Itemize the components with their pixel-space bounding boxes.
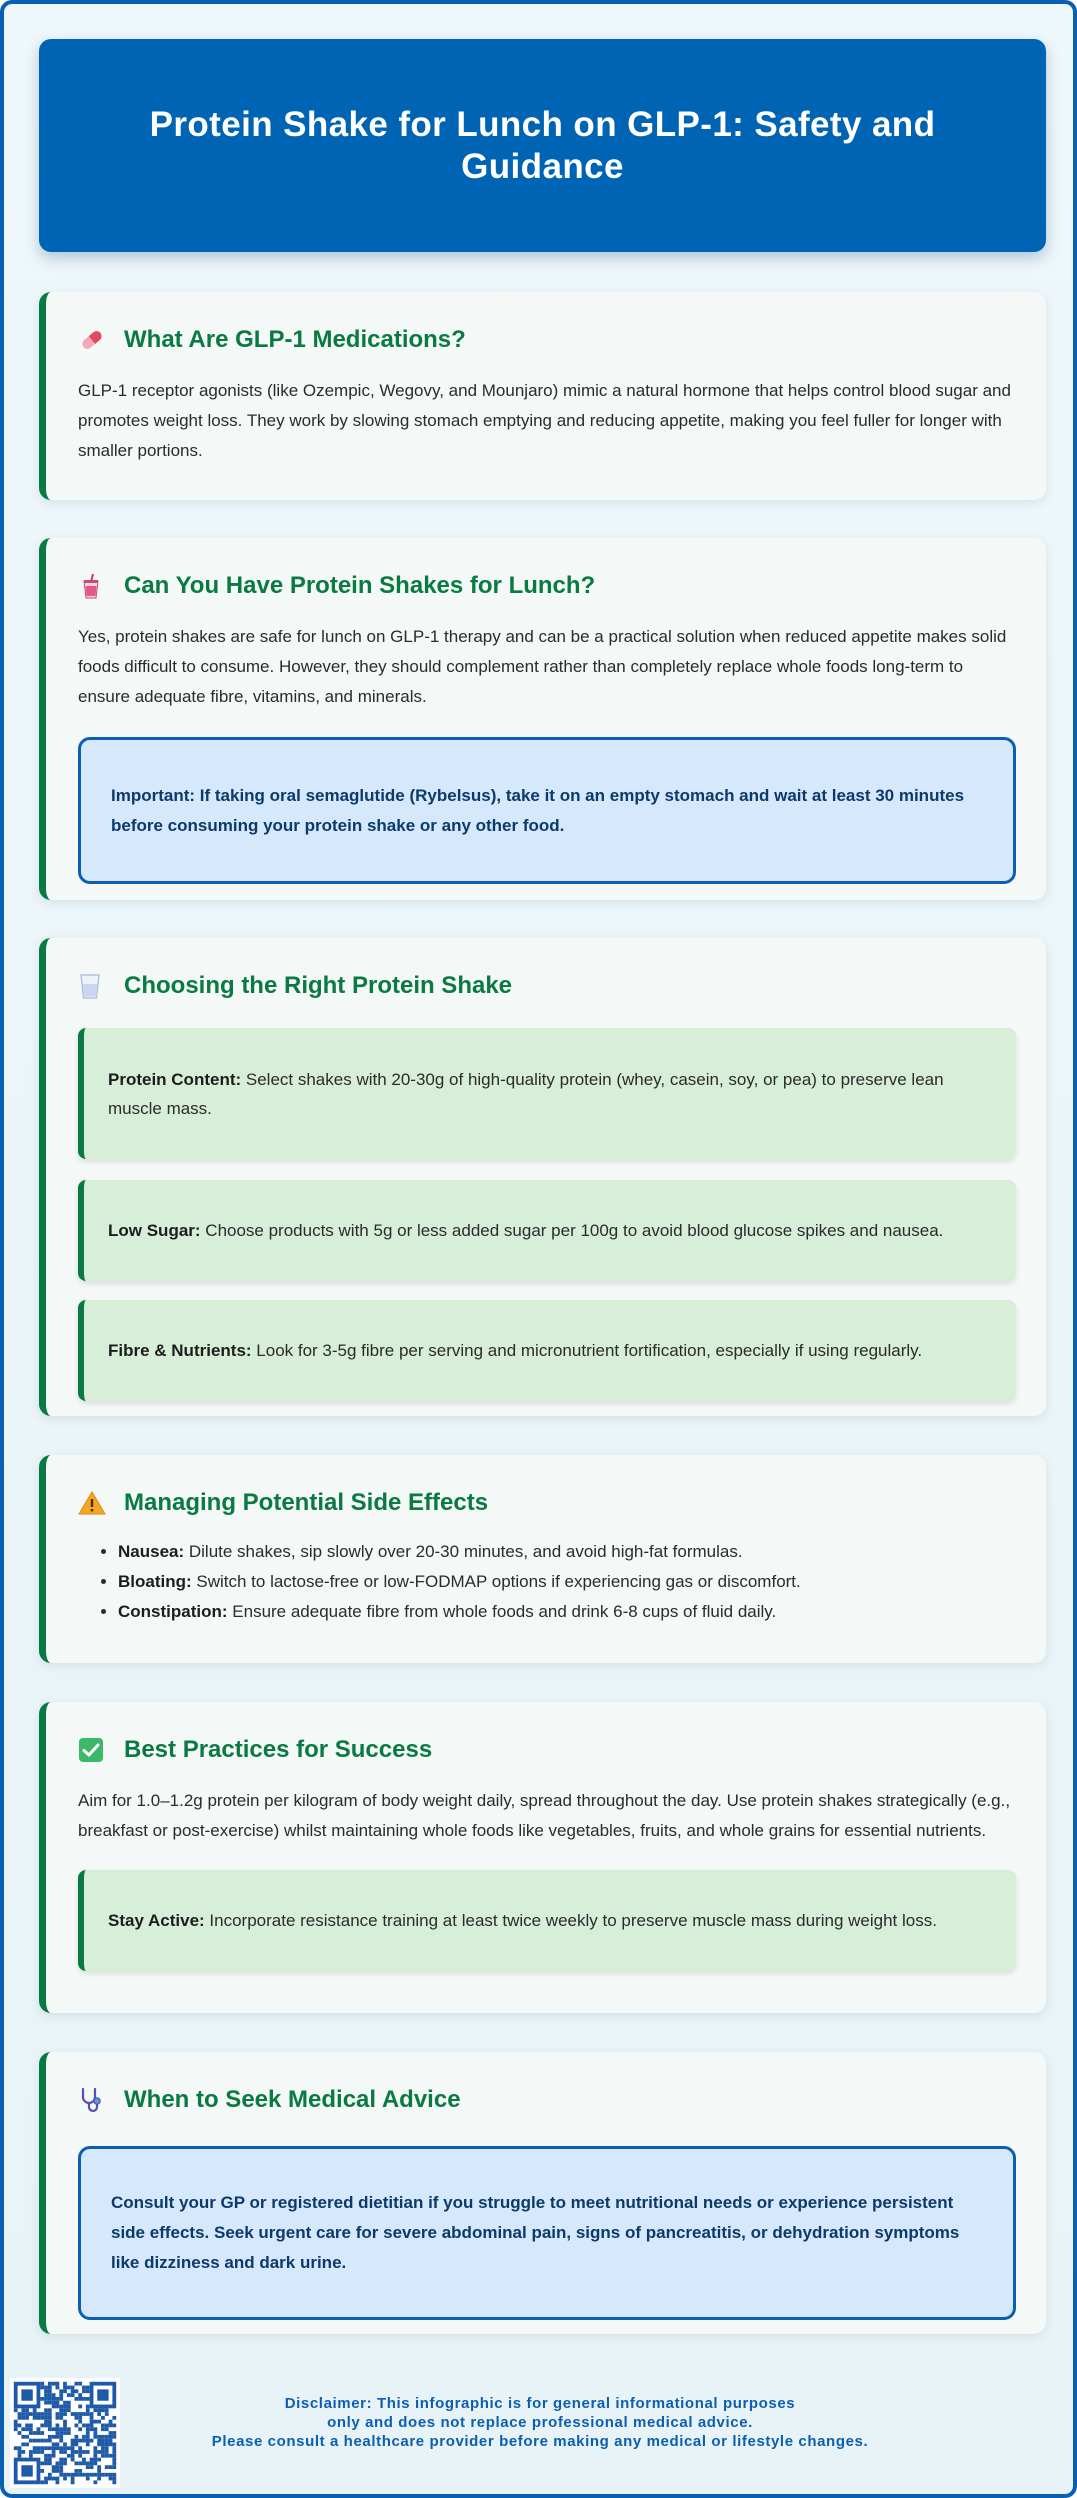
list-item	[118, 1537, 1016, 1567]
section-glp1	[39, 292, 1046, 500]
section-header	[78, 2080, 1016, 2120]
section-header	[78, 1483, 1016, 1523]
item-label: Constipation:	[118, 1602, 228, 1621]
tip-text: Select shakes with 20-30g of high-quality protein (whey, casein, soy, or pea) to preserve lean muscle mass.	[108, 1069, 944, 1118]
section-header	[78, 966, 1016, 1006]
section-title: Choosing the Right Protein Shake	[124, 972, 513, 999]
medical-advice-callout	[78, 2146, 1016, 2320]
footer	[0, 2378, 1077, 2494]
section-medical-advice	[39, 2052, 1046, 2334]
check-mark-icon	[78, 1735, 116, 1765]
section-choosing	[39, 938, 1046, 1416]
callout-text: If taking oral semaglutide (Rybelsus), take it on an empty stomach and wait at least 30 minutes before consuming your protein shake or any other food.	[111, 785, 965, 835]
side-effects-list	[78, 1537, 1016, 1627]
important-callout	[78, 737, 1016, 884]
qr-code-icon[interactable]	[10, 2378, 120, 2488]
item-label: Bloating:	[118, 1572, 192, 1591]
callout-text: Consult your GP or registered dietitian if you struggle to meet nutritional needs or experience persistent side effects. Seek urgent care for severe abdominal pain, signs of pancreatitis, or dehydration symptoms like dizziness and dark urine.	[111, 2193, 960, 2272]
item-label: Nausea:	[118, 1542, 185, 1561]
tip-low-sugar	[78, 1180, 1016, 1281]
tip-label: Low Sugar:	[108, 1221, 201, 1240]
section-title: Best Practices for Success	[124, 1736, 433, 1763]
section-title: Can You Have Protein Shakes for Lunch?	[124, 572, 596, 599]
tip-fibre-nutrients	[78, 1300, 1016, 1401]
tip-protein-content	[78, 1028, 1016, 1159]
section-body: Aim for 1.0–1.2g protein per kilogram of body weight daily, spread throughout the day. Use protein shakes strategically (e.g., breakfast or post-exercise) whilst maintaining whole foods like vegetables, fruits, and whole grains for essential nutrients.	[78, 1791, 1011, 1840]
section-title: What Are GLP-1 Medications?	[124, 326, 466, 353]
tip-text: Look for 3-5g fibre per serving and micronutrient fortification, especially if using regularly.	[251, 1341, 923, 1360]
page-header	[39, 39, 1046, 252]
disclaimer-label: Disclaimer:	[284, 2395, 373, 2412]
callout-label: Important:	[111, 785, 196, 805]
list-item	[118, 1567, 1016, 1597]
section-title: When to Seek Medical Advice	[124, 2086, 461, 2113]
section-lunch	[39, 538, 1046, 900]
disclaimer	[140, 2394, 940, 2451]
tip-stay-active	[78, 1870, 1016, 1971]
glass-icon	[78, 971, 116, 1001]
section-body: Yes, protein shakes are safe for lunch on GLP-1 therapy and can be a practical solution when reduced appetite makes solid foods difficult to consume. However, they should complement rather than completely replace whole foods long-term to ensure adequate fibre, vitamins, and minerals.	[78, 627, 1007, 706]
tip-text: Choose products with 5g or less added sugar per 100g to avoid blood glucose spikes and nausea.	[200, 1221, 944, 1240]
section-header	[78, 320, 1016, 360]
tip-label: Fibre & Nutrients:	[108, 1341, 252, 1360]
disclaimer-line-3: Please consult a healthcare provider before making any medical or lifestyle changes.	[211, 2433, 869, 2450]
tip-label: Stay Active:	[108, 1911, 205, 1930]
disclaimer-line-1: This infographic is for general informational purposes	[372, 2395, 796, 2412]
cup-with-straw-icon	[78, 571, 116, 601]
stethoscope-icon	[78, 2085, 116, 2115]
warning-icon	[78, 1488, 116, 1518]
item-text: Ensure adequate fibre from whole foods and drink 6-8 cups of fluid daily.	[227, 1602, 777, 1621]
pill-icon	[78, 325, 116, 355]
section-title: Managing Potential Side Effects	[124, 1489, 489, 1516]
section-body: GLP-1 receptor agonists (like Ozempic, Wegovy, and Mounjaro) mimic a natural hormone that helps control blood sugar and promotes weight loss. They work by slowing stomach emptying and reducing appetite, making you feel fuller for longer with smaller portions.	[78, 381, 1011, 460]
item-text: Dilute shakes, sip slowly over 20-30 minutes, and avoid high-fat formulas.	[184, 1542, 743, 1561]
tip-text: Incorporate resistance training at least twice weekly to preserve muscle mass during weight loss.	[204, 1911, 937, 1930]
tip-label: Protein Content:	[108, 1069, 242, 1089]
section-side-effects	[39, 1455, 1046, 1663]
item-text: Switch to lactose-free or low-FODMAP options if experiencing gas or discomfort.	[191, 1572, 801, 1591]
list-item	[118, 1597, 1016, 1627]
disclaimer-line-2: only and does not replace professional medical advice.	[327, 2414, 753, 2431]
section-best-practices	[39, 1702, 1046, 2013]
section-header	[78, 1730, 1016, 1770]
page-title: Protein Shake for Lunch on GLP-1: Safety and Guidance	[149, 104, 936, 186]
section-header	[78, 566, 1016, 606]
